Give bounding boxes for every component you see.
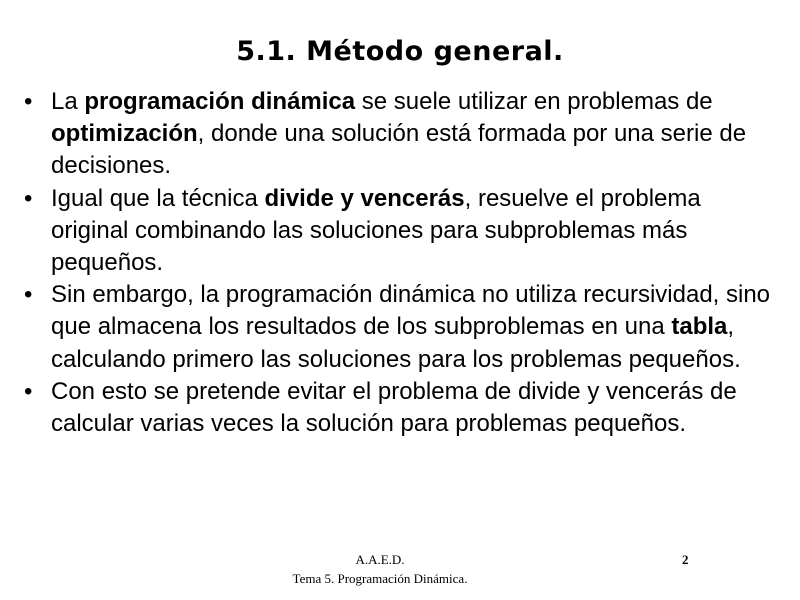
bullet-text: se suele utilizar en problemas de bbox=[355, 88, 713, 115]
bullet-icon: • bbox=[24, 88, 33, 115]
bullet-bold-text: tabla bbox=[671, 313, 728, 341]
bullet-text: , donde una solución está formada por una serie de decisiones. bbox=[51, 120, 747, 180]
bullet-icon: • bbox=[24, 281, 33, 309]
bullet-icon: • bbox=[24, 184, 33, 212]
page-number: 2 bbox=[682, 552, 689, 567]
bullet-item bbox=[24, 86, 784, 183]
bullet-bold-text: programación dinámica bbox=[84, 88, 356, 115]
bullet-icon: • bbox=[24, 377, 33, 405]
bullet-bold-text: optimización bbox=[51, 120, 198, 148]
footer-topic: Tema 5. Programación Dinámica. bbox=[292, 571, 468, 586]
bullet-text: , calculando primero las soluciones para los problemas pequeños. bbox=[51, 313, 741, 373]
footer-course: A.A.E.D. bbox=[355, 552, 405, 567]
bullet-text: Igual que la técnica bbox=[51, 184, 265, 212]
slide-footer bbox=[240, 550, 520, 588]
bullet-item bbox=[24, 376, 784, 440]
slide-title: 5.1. Método general. bbox=[236, 36, 564, 67]
bullet-item bbox=[24, 279, 784, 376]
bullet-text: La bbox=[51, 88, 85, 115]
bullet-item bbox=[24, 183, 784, 280]
bullet-text: Con esto se pretende evitar el problema de divide y vencerás de calcular varias veces la solución para problemas pequeños. bbox=[51, 377, 737, 438]
bullet-list bbox=[24, 86, 784, 440]
bullet-text: Sin embargo, la programación dinámica no utiliza recursividad, sino que almacena los resultados de los subproblemas en una bbox=[51, 281, 771, 341]
bullet-bold-text: divide y vencerás bbox=[264, 184, 465, 212]
bullet-text: , resuelve el problema original combinando las soluciones para subproblemas más pequeños. bbox=[51, 184, 701, 277]
